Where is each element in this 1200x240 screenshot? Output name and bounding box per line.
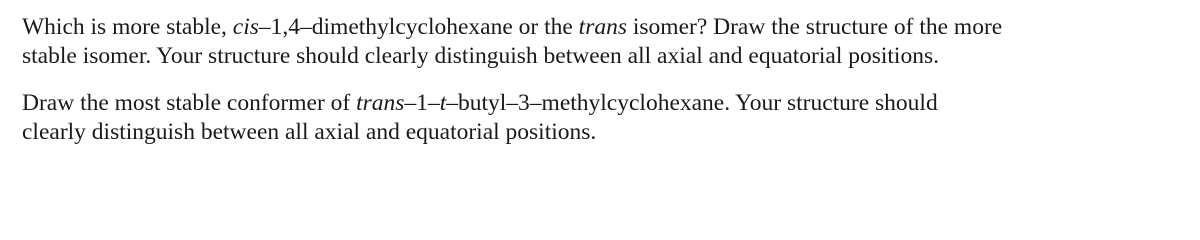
q1-italic-cis: cis	[232, 14, 259, 40]
question-1	[22, 13, 1182, 71]
question-1-line-2: stable isomer. Your structure should clearly distinguish between all axial and equatorial positions.	[22, 43, 939, 69]
q1-italic-trans: trans	[578, 14, 627, 40]
q1-text-segment: Which is more stable,	[22, 14, 233, 40]
question-2-line-2: clearly distinguish between all axial and equatorial positions.	[22, 119, 597, 145]
question-2	[22, 89, 1182, 147]
q1-text-segment: isomer? Draw the structure of the more	[627, 14, 1003, 40]
q2-italic-trans: trans	[356, 90, 405, 116]
q1-text-segment: –1,4–dimethylcyclohexane or the	[258, 14, 579, 40]
q2-italic-t: t	[439, 90, 447, 116]
question-1-line-1	[22, 13, 1182, 42]
q2-text-segment: Draw the most stable conformer of	[22, 90, 357, 116]
q2-text-segment: –1–	[404, 90, 440, 116]
question-2-line-1	[22, 89, 1182, 118]
q2-text-segment: –butyl–3–methylcyclohexane. Your structure should	[446, 90, 938, 116]
